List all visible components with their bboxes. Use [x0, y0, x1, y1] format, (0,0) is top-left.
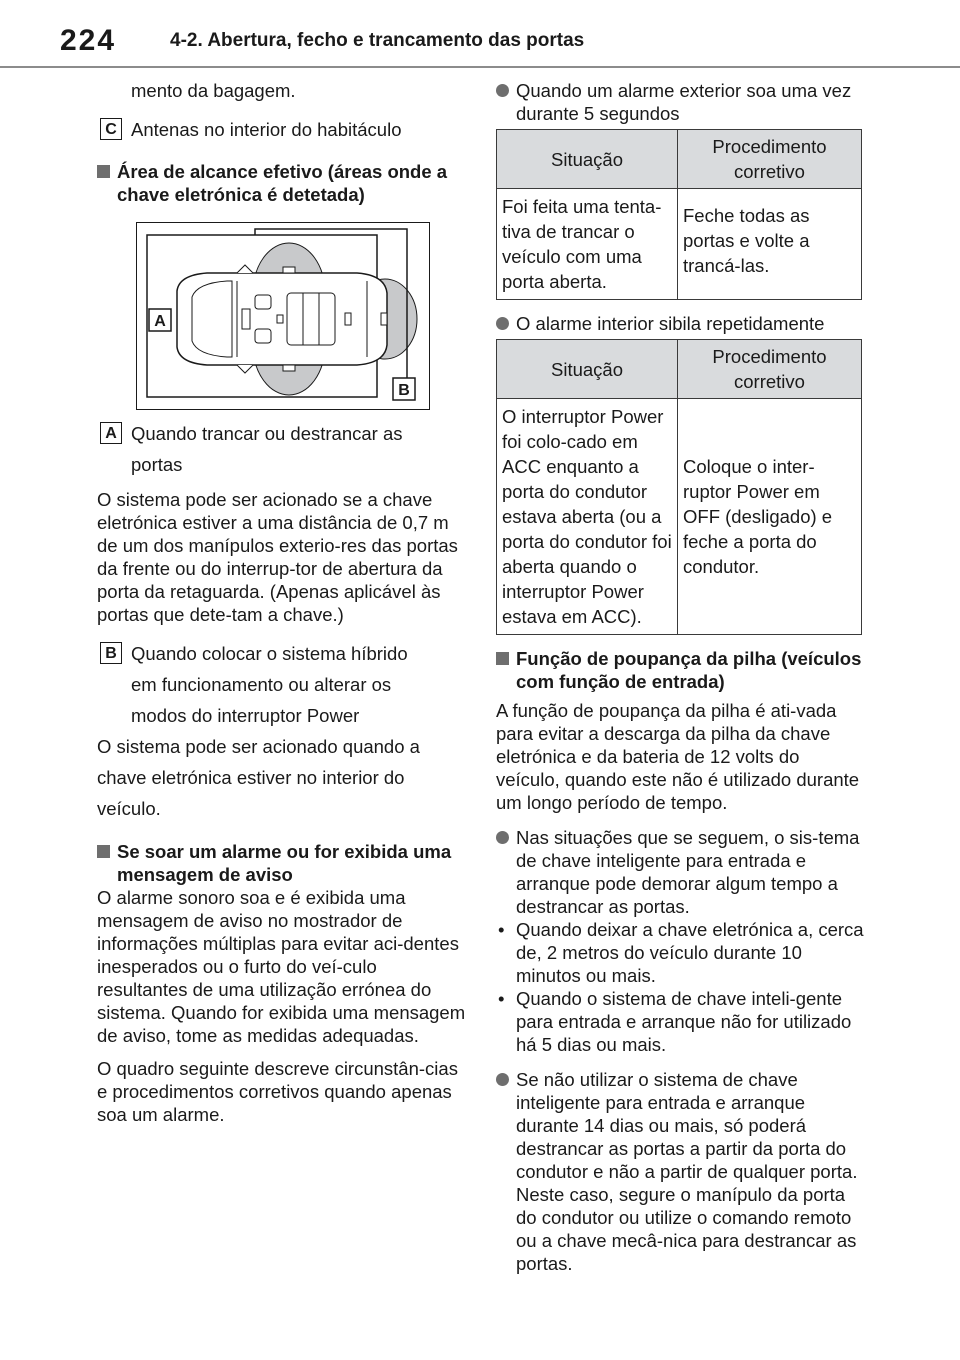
- antenna: [345, 313, 351, 325]
- table-header-procedure: Procedimento corretivo: [678, 130, 862, 189]
- page-number: 224: [60, 24, 117, 57]
- square-bullet-icon: [97, 165, 110, 178]
- subhead-alarm: [97, 840, 467, 886]
- label-a-row: [97, 418, 467, 480]
- round-bullet-icon: [496, 831, 509, 844]
- page-header: [0, 0, 960, 70]
- para-range-interior: O sistema pode ser acionado quando a chave eletrónica estiver no interior do veículo.: [97, 736, 420, 819]
- label-c-row: [97, 114, 467, 145]
- antenna: [277, 315, 283, 323]
- table-row: [497, 399, 862, 635]
- list-item: [496, 987, 866, 1056]
- table-header-row: [497, 340, 862, 399]
- table-header-row: [497, 130, 862, 189]
- label-a-line1: Quando trancar ou destrancar as: [131, 423, 403, 444]
- label-b-box: B: [100, 642, 122, 664]
- table-header-procedure: Procedimento corretivo: [678, 340, 862, 399]
- bullet-14-days: [496, 1068, 866, 1275]
- car-detection-diagram: [136, 222, 430, 410]
- table-cell-situation: O interruptor Power foi colo-cado em ACC enquanto a porta do condutor estava aberta (ou a porta do condutor foi aberta quando o interruptor Power estava em ACC).: [497, 399, 678, 635]
- table-exterior-alarm: [496, 129, 862, 300]
- antenna: [381, 313, 387, 325]
- bullet-situations: [496, 826, 866, 918]
- table-cell-procedure: Coloque o inter-ruptor Power em OFF (desligado) e feche a porta do condutor.: [678, 399, 862, 635]
- door-handle: [283, 267, 295, 273]
- figure-label-b: B: [398, 382, 410, 399]
- car-detection-svg: [137, 223, 428, 408]
- door-handle: [283, 365, 295, 371]
- continued-text: mento da bagagem.: [131, 80, 296, 101]
- bullet-exterior-alarm: [496, 79, 866, 125]
- subhead-effective-range: [97, 160, 467, 206]
- table-cell-situation: Foi feita uma tenta-tiva de trancar o veículo com uma porta aberta.: [497, 189, 678, 300]
- left-column: [97, 76, 467, 1126]
- round-bullet-icon: [496, 84, 509, 97]
- para-battery-saving: A função de poupança da pilha é ati-vada para evitar a descarga da pilha da chave eletrónica e da bateria de 12 volts do veículo, quando este não é utilizado durante um longo período de tempo.: [496, 700, 860, 813]
- para-table-intro: O quadro seguinte descreve circunstân-cias e procedimentos corretivos quando apenas soa um alarme.: [97, 1058, 458, 1125]
- para-alarm: O alarme sonoro soa e é exibida uma mensagem de aviso no mostrador de informações múltiplas para evitar aci-dentes inesperados ou o furto do veí-culo resultantes de uma utilização errónea do sistema. Quando for exibida uma mensagem de aviso, tome as medidas adequadas.: [97, 887, 466, 1046]
- label-b-line3: modos do interruptor Power: [131, 705, 360, 726]
- round-bullet-icon: [496, 317, 509, 330]
- bullet-14-days-text: Se não utilizar o sistema de chave inteligente para entrada e arranque durante 14 dias ou mais, só poderá destrancar as portas a partir da porta do condutor e não a partir de qualquer porta. Neste caso, segure o manípulo da porta do condutor ou utilize o comando remoto ou a chave mecâ-nica para destrancar as portas.: [516, 1069, 858, 1274]
- square-bullet-icon: [97, 845, 110, 858]
- list-item-text: Quando o sistema de chave inteli-gente para entrada e arranque não for utilizado há 5 dias ou mais.: [516, 988, 852, 1055]
- para-range-doors: O sistema pode ser acionado se a chave eletrónica estiver a uma distância de 0,7 m de um dos manípulos exterio-res das portas da frente ou do interrup-tor de abertura da porta da retaguarda. (Apenas aplicável às portas que dete-tam a chave.): [97, 489, 458, 625]
- header-rule: [0, 66, 960, 68]
- label-c-box: C: [100, 118, 122, 140]
- subhead-alarm-text: Se soar um alarme ou for exibida uma mensagem de aviso: [117, 841, 452, 885]
- bullet-interior-alarm: [496, 312, 866, 335]
- label-c-text: Antenas no interior do habitáculo: [131, 119, 402, 140]
- figure-label-a: A: [154, 313, 166, 330]
- bullet-interior-alarm-text: O alarme interior sibila repetidamente: [516, 313, 825, 334]
- table-header-situation: Situação: [497, 130, 678, 189]
- section-title: 4-2. Abertura, fecho e trancamento das portas: [170, 30, 585, 51]
- label-a-box: A: [100, 422, 122, 444]
- bullet-exterior-alarm-text: Quando um alarme exterior soa uma vez durante 5 segundos: [516, 80, 852, 124]
- list-item-text: Quando deixar a chave eletrónica a, cerca de, 2 metros do veículo durante 10 minutos ou mais.: [516, 919, 864, 986]
- round-bullet-icon: [496, 1073, 509, 1086]
- right-column: [496, 76, 866, 1275]
- table-row: [497, 189, 862, 300]
- label-b-row: [97, 638, 467, 731]
- table-interior-alarm: [496, 339, 862, 635]
- table-cell-procedure: Feche todas as portas e volte a trancá-las.: [678, 189, 862, 300]
- square-bullet-icon: [496, 652, 509, 665]
- table-header-situation: Situação: [497, 340, 678, 399]
- subhead-battery-saving-text: Função de poupança da pilha (veículos com função de entrada): [516, 648, 862, 692]
- label-b-line2: em funcionamento ou alterar os: [131, 674, 392, 695]
- subhead-battery-saving: [496, 647, 866, 693]
- subhead-effective-range-text: Área de alcance efetivo (áreas onde a chave eletrónica é detetada): [117, 161, 448, 205]
- label-b-line1: Quando colocar o sistema híbrido: [131, 643, 408, 664]
- small-bullet-icon: •: [498, 919, 505, 940]
- bullet-situations-text: Nas situações que se seguem, o sis-tema de chave inteligente para entrada e arranque pode demorar algum tempo a destrancar as portas.: [516, 827, 860, 917]
- label-a-line2: portas: [131, 454, 183, 475]
- list-item: [496, 918, 866, 987]
- small-bullet-icon: •: [498, 988, 505, 1009]
